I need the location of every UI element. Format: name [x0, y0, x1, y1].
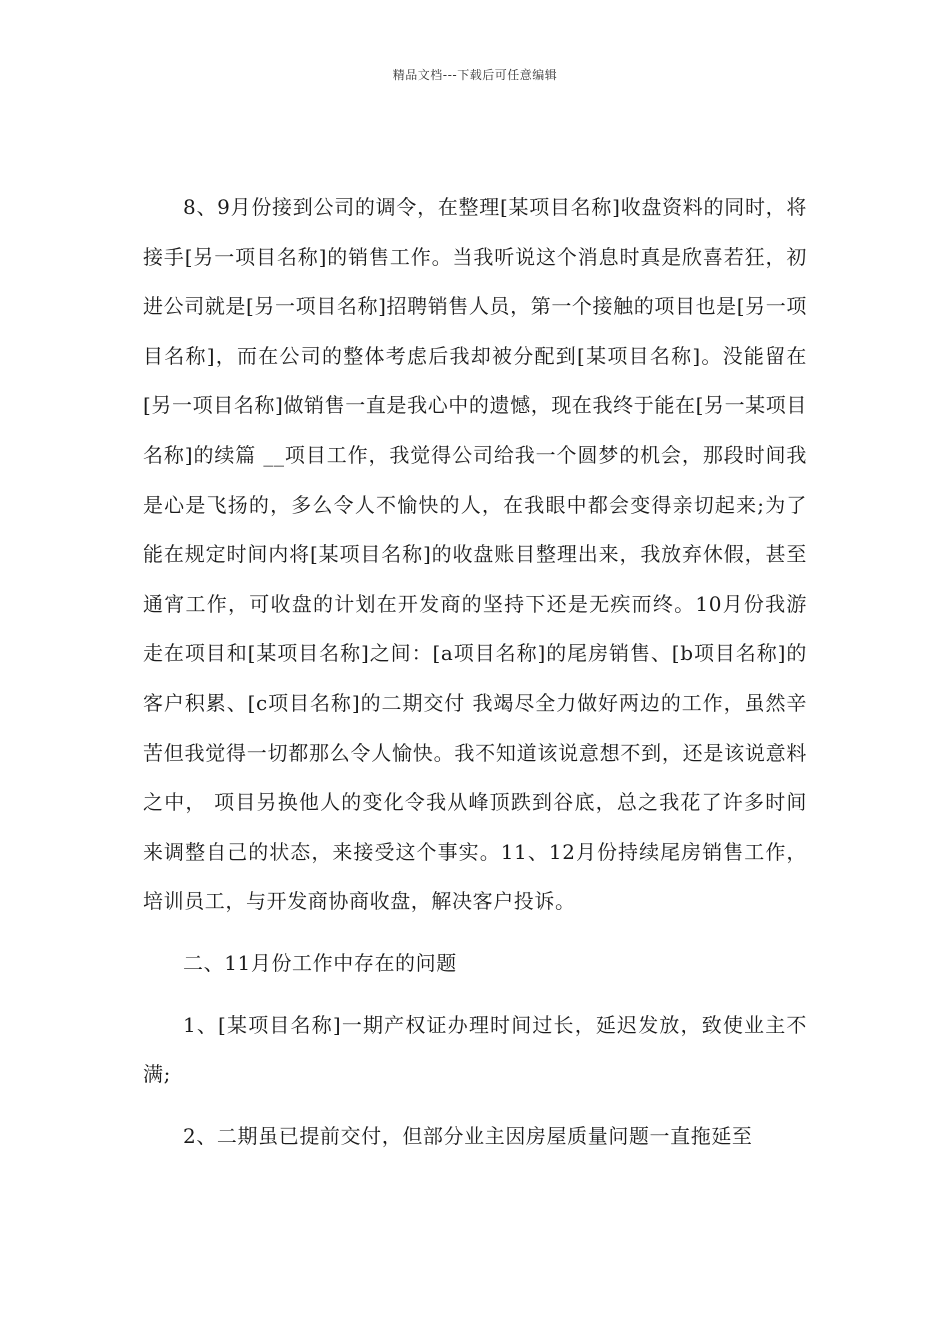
- paragraph-problem-1: 1、[某项目名称]一期产权证办理时间过长，延迟发放，致使业主不满;: [143, 1012, 807, 1087]
- document-body: [143, 183, 807, 1161]
- page-header: 精品文档---下载后可任意编辑: [392, 68, 558, 82]
- paragraph-problem-2: 2、二期虽已提前交付，但部分业主因房屋质量问题一直拖延至: [183, 1123, 753, 1148]
- section-heading-problems: 二、11月份工作中存在的问题: [183, 950, 457, 975]
- paragraph-work-summary: 8、9月份接到公司的调令，在整理[某项目名称]收盘资料的同时，将接手[另一项目名称]的销售工作。当我听说这个消息时真是欣喜若狂，初进公司就是[另一项目名称]招聘销售人员，第一个接触的项目也是[另一项目名称]，而在公司的整体考虑后我却被分配到[某项目名称]。没能留在[另一项目名称]做销售一直是我心中的遗憾，现在我终于能在[另一某项目名称]的续篇 __项目工作，我觉得公司给我一个圆梦的机会，那段时间我是心是飞扬的，多么令人不愉快的人，在我眼中都会变得亲切起来;为了能在规定时间内将[某项目名称]的收盘账目整理出来，我放弃休假，甚至通宵工作，可收盘的计划在开发商的坚持下还是无疾而终。10月份我游走在项目和[某项目名称]之间：[a项目名称]的尾房销售、[b项目名称]的客户积累、[c项目名称]的二期交付 我竭尽全力做好两边的工作，虽然辛苦但我觉得一切都那么令人愉快。我不知道该说意想不到，还是该说意料之中， 项目另换他人的变化令我从峰顶跌到谷底，总之我花了许多时间来调整自己的状态，来接受这个事实。11、12月份持续尾房销售工作，培训员工，与开发商协商收盘，解决客户投诉。: [143, 195, 807, 914]
